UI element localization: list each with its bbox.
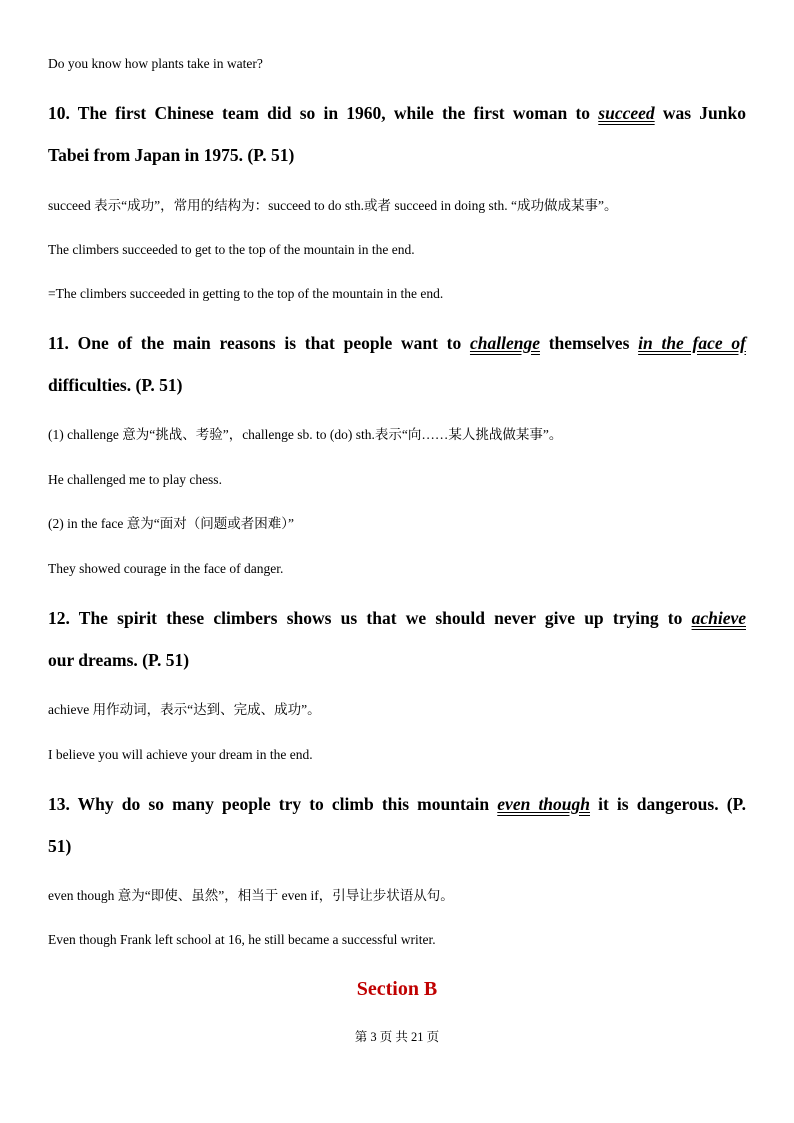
item-12-example: I believe you will achieve your dream in the end. xyxy=(48,747,313,762)
item-11-text-b: themselves xyxy=(539,333,639,353)
item-11-text-a: 11. One of the main reasons is that people want to xyxy=(48,333,470,353)
item-10-text-b: was Junko xyxy=(654,103,746,123)
item-11-heading xyxy=(48,322,746,406)
section-title: Section B xyxy=(356,978,438,1000)
item-11-text-c: difficulties. (P. 51) xyxy=(48,375,183,395)
item-11-example-1: He challenged me to play chess. xyxy=(48,472,222,487)
item-13-example: Even though Frank left school at 16, he still became a successful writer. xyxy=(48,932,436,947)
item-10-text-c: Tabei from Japan in 1975. (P. 51) xyxy=(48,145,295,165)
item-12-text-a: 12. The spirit these climbers shows us that we should never give up trying to xyxy=(48,608,692,628)
item-12-note: achieve 用作动词，表示“达到、完成、成功”。 xyxy=(48,702,321,717)
item-13-text-b: it is dangerous. (P. xyxy=(590,794,746,814)
item-10-heading xyxy=(48,92,746,176)
item-10-text-a: 10. The first Chinese team did so in 1960, while the first woman to xyxy=(48,103,599,123)
item-10-example-1: The climbers succeeded to get to the top of the mountain in the end. xyxy=(48,242,415,257)
item-12-text-c: our dreams. (P. 51) xyxy=(48,650,190,670)
item-10-example-2: =The climbers succeeded in getting to the top of the mountain in the end. xyxy=(48,286,444,301)
item-10-note: succeed 表示“成功”，常用的结构为：succeed to do sth.或者 succeed in doing sth. “成功做成某事”。 xyxy=(48,198,618,213)
item-11-example-2: They showed courage in the face of danger. xyxy=(48,561,284,576)
intro-line: Do you know how plants take in water? xyxy=(48,56,263,71)
item-13-text-a: 13. Why do so many people try to climb this mountain xyxy=(48,794,498,814)
item-13-heading xyxy=(48,783,746,867)
item-12-heading xyxy=(48,597,746,681)
item-13-text-c: 51) xyxy=(48,836,72,856)
item-13-keyword: even though xyxy=(497,794,590,814)
item-10-keyword: succeed xyxy=(598,103,655,123)
page-footer: 第 3 页 共 21 页 xyxy=(354,1030,440,1044)
item-11-note-1: (1) challenge 意为“挑战、考验”，challenge sb. to (do) sth.表示“向……某人挑战做某事”。 xyxy=(48,427,563,442)
item-11-note-2: (2) in the face 意为“面对（问题或者困难）” xyxy=(48,516,294,531)
item-11-keyword-1: challenge xyxy=(469,333,540,353)
item-13-note: even though 意为“即使、虽然”，相当于 even if，引导让步状语从句。 xyxy=(48,888,454,903)
item-11-keyword-2: in the face of xyxy=(638,333,746,353)
item-12-keyword: achieve xyxy=(691,608,746,628)
